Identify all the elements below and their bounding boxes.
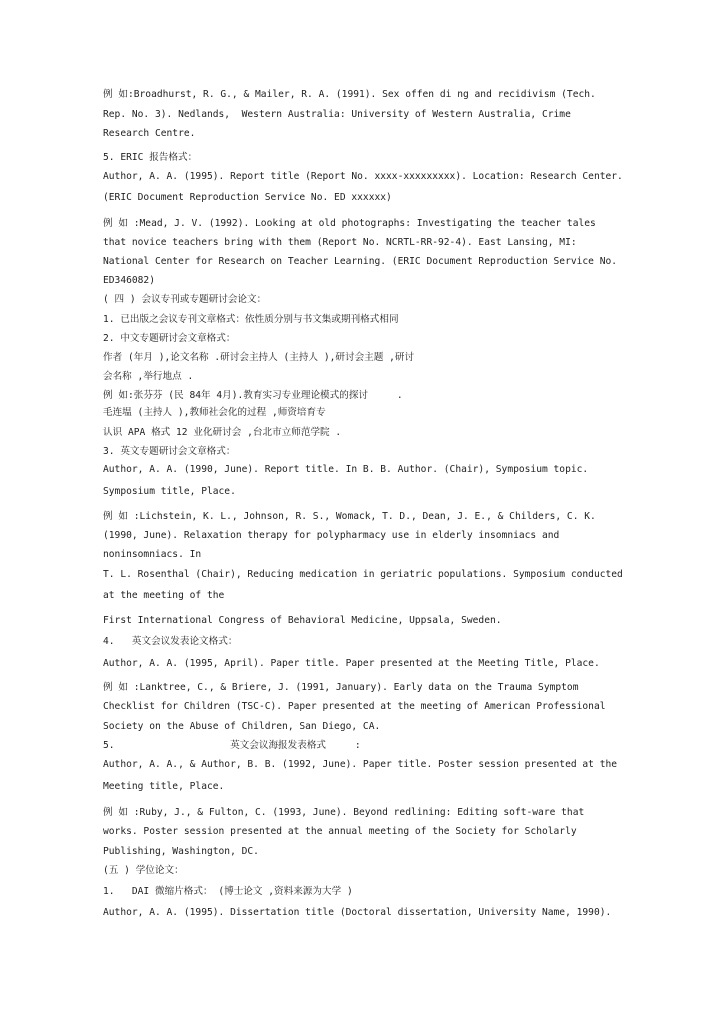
text-line: Author, A. A. (1995). Dissertation title (Doctoral dissertation, University Name, 1990). bbox=[103, 907, 612, 918]
text-line: works. Poster session presented at the annual meeting of the Society for Scholarly bbox=[103, 826, 577, 837]
text-line: 认识 APA 格式 12 业化研讨会 ,台北市立师范学院 . bbox=[103, 427, 342, 438]
text-line: at the meeting of the bbox=[103, 590, 225, 601]
text-line: 例 如:Broadhurst, R. G., & Mailer, R. A. (1991). Sex offen di ng and recidivism (Tech. bbox=[103, 89, 596, 100]
text-line: Symposium title, Place. bbox=[103, 486, 236, 497]
text-line: 例 如 :Mead, J. V. (1992). Looking at old photographs: Investigating the teacher tales bbox=[103, 218, 596, 229]
section-heading: 2. 中文专题研讨会文章格式： bbox=[103, 333, 236, 344]
text-line: Research Centre. bbox=[103, 128, 196, 139]
text-line: Publishing, Washington, DC. bbox=[103, 846, 259, 857]
text-line: Checklist for Children (TSC-C). Paper presented at the meeting of American Professional bbox=[103, 701, 606, 712]
text-line: 作者 (年月 ),论文名称 .研讨会主持人 (主持人 ),研讨会主题 ,研讨 bbox=[103, 352, 415, 363]
text-line: National Center for Research on Teacher Learning. (ERIC Document Reproduction Service No. bbox=[103, 256, 618, 267]
text-line: First International Congress of Behavioral Medicine, Uppsala, Sweden. bbox=[103, 615, 502, 626]
text-line: 1. 已出版之会议专刊文章格式：依性质分别与书文集或期刊格式相同 bbox=[103, 314, 399, 325]
section-heading: 4. 英文会议发表论文格式： bbox=[103, 636, 238, 647]
text-line: Author, A. A., & Author, B. B. (1992, June). Paper title. Poster session presented at the bbox=[103, 759, 618, 770]
text-line: that novice teachers bring with them (Report No. NCRTL-RR-92-4). East Lansing, MI: bbox=[103, 237, 577, 248]
text-line: Society on the Abuse of Children, San Diego, CA. bbox=[103, 721, 381, 732]
text-line: 毛连塭 (主持人 ),教师社会化的过程 ,师资培育专 bbox=[103, 407, 326, 418]
text-line: Author, A. A. (1995, April). Paper title. Paper presented at the Meeting Title, Place. bbox=[103, 658, 600, 669]
section-heading: (五 ) 学位论文： bbox=[103, 865, 184, 876]
text-line: Rep. No. 3). Nedlands, Western Australia: University of Western Australia, Crime bbox=[103, 109, 571, 120]
text-line: ED346082) bbox=[103, 275, 155, 286]
text-line: T. L. Rosenthal (Chair), Reducing medication in geriatric populations. Symposium conducted bbox=[103, 569, 623, 580]
text-line: 例 如 :Ruby, J., & Fulton, C. (1993, June). Beyond redlining: Editing soft-ware that bbox=[103, 807, 585, 818]
text-line: (ERIC Document Reproduction Service No. ED xxxxxx) bbox=[103, 192, 392, 203]
text-line: 例 如 :Lichstein, K. L., Johnson, R. S., Womack, T. D., Dean, J. E., & Childers, C. K. bbox=[103, 511, 596, 522]
section-heading: ( 四 ) 会议专刊或专题研讨会论文： bbox=[103, 294, 267, 305]
section-heading: 5. ERIC 报告格式： bbox=[103, 152, 198, 163]
text-line: 例 如:张芬芬 (民 84年 4月).教育实习专业理论模式的探讨 . bbox=[103, 390, 403, 401]
text-line: Author, A. A. (1990, June). Report title. In B. B. Author. (Chair), Symposium topic. bbox=[103, 464, 589, 475]
text-line: Meeting title, Place. bbox=[103, 781, 225, 792]
section-heading: 1. DAI 微缩片格式： (博士论文 ,资料来源为大学 ) bbox=[103, 886, 353, 897]
text-line: (1990, June). Relaxation therapy for polypharmacy use in elderly insomniacs and bbox=[103, 530, 560, 541]
text-line: noninsomniacs. In bbox=[103, 549, 202, 560]
section-heading: 3. 英文专题研讨会文章格式： bbox=[103, 446, 236, 457]
section-heading: 5. 英文会议海报发表格式 : bbox=[103, 740, 361, 751]
text-line: 例 如 :Lanktree, C., & Briere, J. (1991, January). Early data on the Trauma Symptom bbox=[103, 682, 579, 693]
text-line: 会名称 ,举行地点 . bbox=[103, 371, 194, 382]
text-line: Author, A. A. (1995). Report title (Report No. xxxx-xxxxxxxxx). Location: Research Center. bbox=[103, 171, 623, 182]
